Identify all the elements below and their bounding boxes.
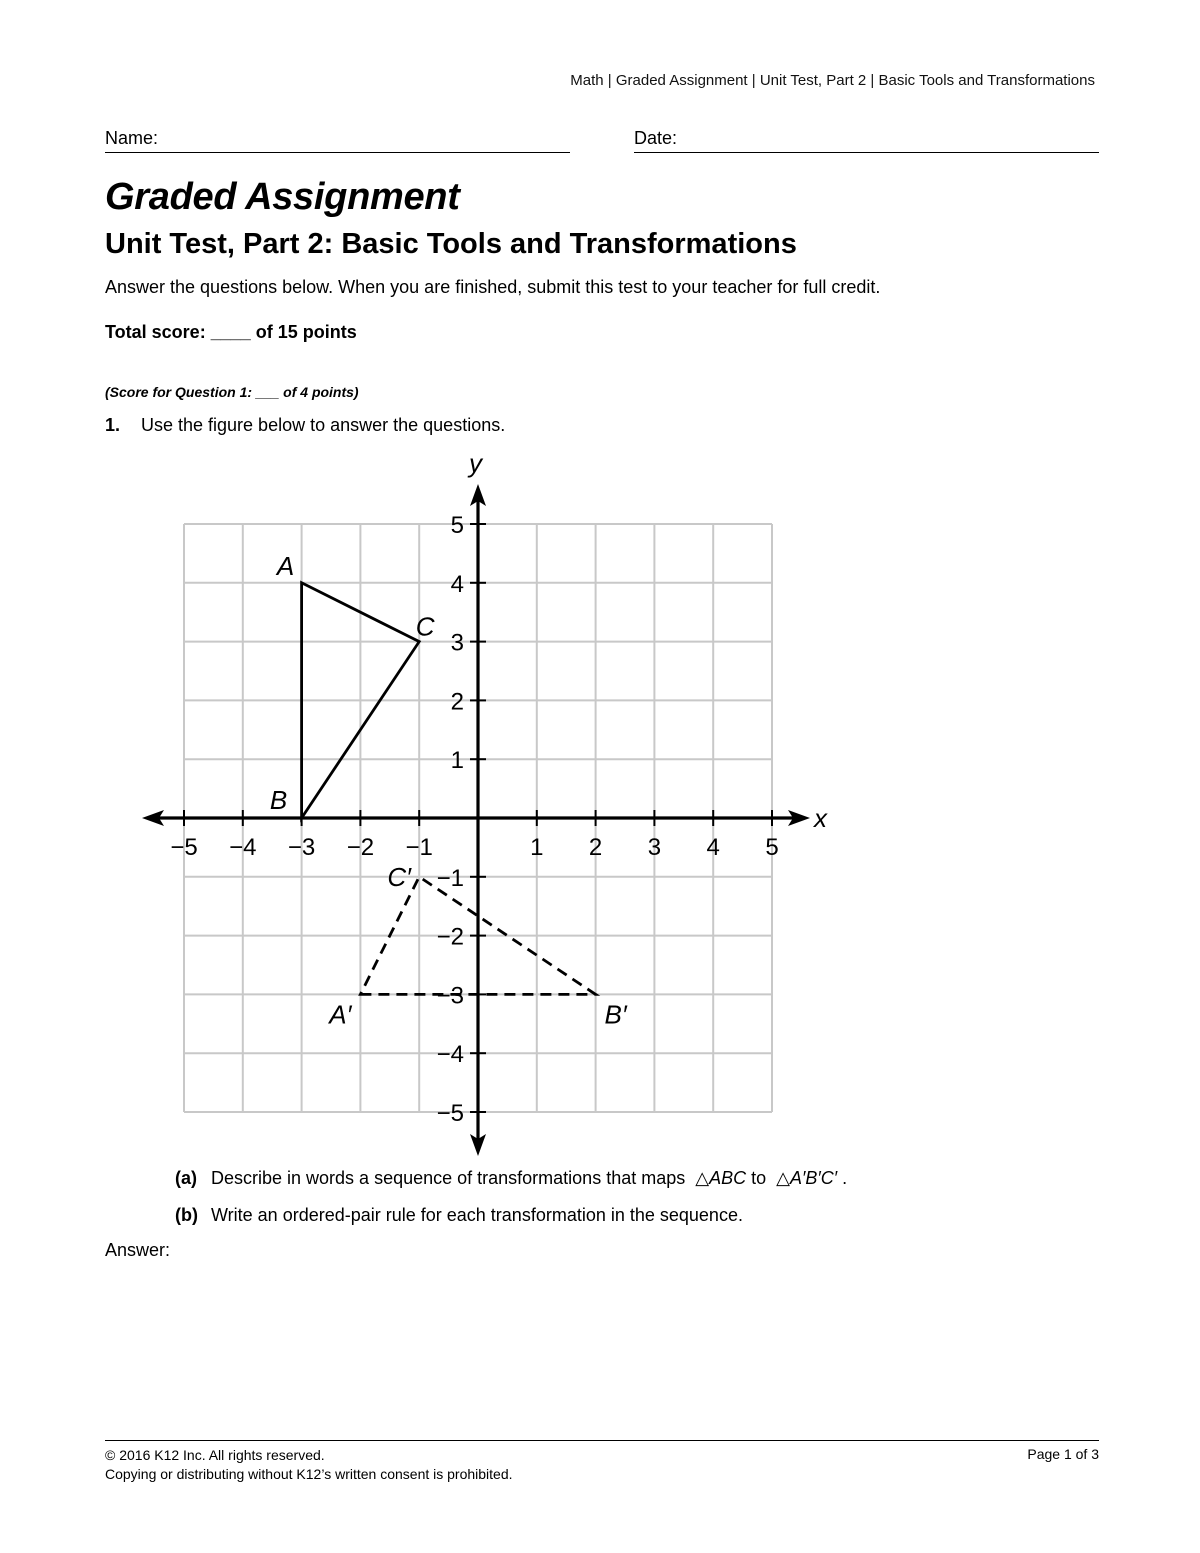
date-field[interactable] — [634, 128, 1099, 153]
distribution-notice: Copying or distributing without K12’s written consent is prohibited. — [105, 1466, 513, 1482]
x-tick-label: 3 — [647, 834, 662, 861]
instructions: Answer the questions below. When you are finished, submit this test to your teacher for full credit. — [105, 277, 881, 297]
y-tick-label: 4 — [450, 570, 464, 598]
x-tick-label: −1 — [405, 834, 433, 861]
x-axis-label: x — [814, 803, 827, 833]
date-label: Date: — [634, 128, 678, 148]
vertex-label: B — [269, 785, 288, 815]
name-label: Name: — [105, 128, 159, 148]
question-text: Use the figure below to answer the questions. — [141, 415, 506, 435]
coordinate-plane-figure — [120, 440, 840, 1160]
question-1-score: (Score for Question 1: ___ of 4 points) — [105, 384, 359, 400]
part-a-text: Describe in words a sequence of transformations that maps — [211, 1168, 686, 1188]
name-field[interactable] — [105, 128, 570, 153]
footer-divider — [105, 1440, 1099, 1441]
question-1-part-a — [175, 1168, 847, 1189]
question-1-part-b — [175, 1205, 743, 1226]
part-b-label: (b) — [175, 1205, 198, 1225]
x-tick-label: −5 — [170, 834, 198, 861]
y-axis-label: y — [469, 448, 482, 478]
part-b-text: Write an ordered-pair rule for each transformation in the sequence. — [211, 1205, 743, 1225]
y-tick-label: −4 — [436, 1041, 464, 1069]
triangles — [270, 551, 628, 1030]
x-tick-label: 4 — [706, 834, 720, 861]
x-tick-label: −4 — [229, 834, 257, 861]
x-tick-label: −3 — [287, 834, 316, 861]
y-tick-label: 1 — [450, 747, 464, 775]
page-subtitle: Unit Test, Part 2: Basic Tools and Transformations — [105, 228, 797, 260]
vertex-label: A — [276, 550, 295, 581]
question-1-prompt — [105, 415, 505, 436]
vertex-label: C — [415, 611, 435, 642]
y-tick-label: −3 — [436, 982, 464, 1010]
vertex-label: A′ — [329, 999, 352, 1030]
y-tick-label: 3 — [450, 629, 464, 657]
question-number: 1. — [105, 415, 121, 435]
vertex-label: C′ — [387, 861, 412, 892]
footer-copyright-block — [105, 1446, 513, 1484]
vertex-label: B′ — [604, 999, 627, 1030]
triangle-abc-ref: △ABC — [695, 1168, 747, 1188]
part-a-end: . — [842, 1168, 848, 1188]
copyright-text: © 2016 K12 Inc. All rights reserved. — [105, 1447, 325, 1463]
x-tick-label: 5 — [765, 834, 779, 861]
answer-label: Answer: — [105, 1240, 171, 1260]
x-tick-label: −2 — [346, 834, 375, 861]
y-tick-label: −1 — [436, 864, 464, 892]
x-tick-label: 2 — [588, 834, 603, 861]
x-tick-label: 1 — [530, 834, 544, 861]
page-number: Page 1 of 3 — [1027, 1446, 1099, 1462]
y-tick-label: 2 — [450, 688, 464, 716]
total-score: Total score: ____ of 15 points — [105, 322, 357, 342]
y-tick-label: 5 — [450, 512, 464, 539]
y-tick-label: −2 — [436, 923, 464, 951]
triangle-prime-ref: △A′B′C′ — [776, 1168, 838, 1188]
y-tick-label: −5 — [436, 1100, 464, 1127]
part-a-label: (a) — [175, 1168, 197, 1188]
header-breadcrumb: Math | Graded Assignment | Unit Test, Part 2 | Basic Tools and Transformations — [570, 72, 1095, 89]
part-a-connector: to — [751, 1168, 767, 1188]
answer-area[interactable] — [105, 1240, 170, 1261]
page-title: Graded Assignment — [105, 176, 460, 218]
